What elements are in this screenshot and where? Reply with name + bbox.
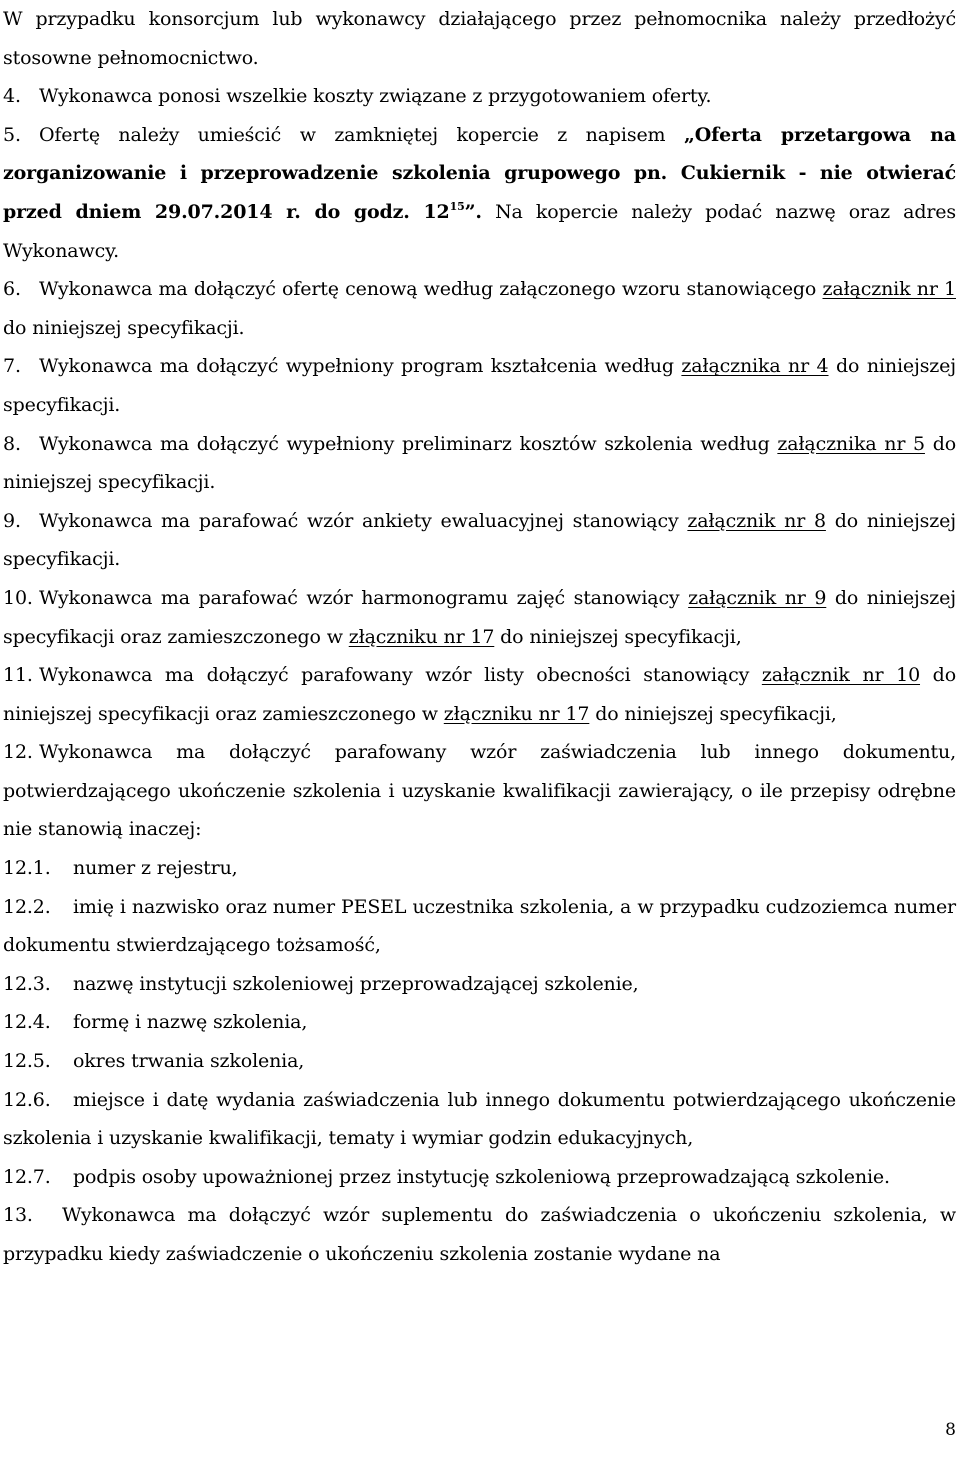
envelope-label: „Oferta przetargowa na zorganizowanie i przeprowadzenie szkolenia grupowego pn. Cukiernik - nie otwierać przed dniem 29.07.2014 r. do godz. $12^{15}$”. [3, 123, 956, 223]
attachment-ref: załącznika nr 4 [681, 355, 829, 378]
list-item-9: 9. Wykonawca ma parafować wzór ankiety ewaluacyjnej stanowiący załącznik nr 8 do niniejszej specyfikacji. [3, 502, 956, 579]
list-item-8: 8. Wykonawca ma dołączyć wypełniony preliminarz kosztów szkolenia według załącznika nr 5 do niniejszej specyfikacji. [3, 425, 956, 502]
sub-item-12-4: 12.4. formę i nazwę szkolenia, [3, 1003, 956, 1042]
attachment-ref: załącznik nr 1 [822, 278, 956, 301]
sub-item-12-7: 12.7. podpis osoby upoważnionej przez instytucję szkoleniową przeprowadzającą szkolenie. [3, 1158, 956, 1197]
list-item-13: 13. Wykonawca ma dołączyć wzór suplementu do zaświadczenia o ukończeniu szkolenia, w przypadku kiedy zaświadczenie o ukończeniu szkolenia zostanie wydane na [3, 1196, 956, 1273]
item-number: 12.6. [3, 1088, 51, 1111]
superscript-minutes: 15 [449, 199, 465, 213]
sub-item-12-2: 12.2. imię i nazwisko oraz numer PESEL uczestnika szkolenia, a w przypadku cudzoziemca numer dokumentu stwierdzającego tożsamość, [3, 888, 956, 965]
attachment-ref: złączniku nr 17 [443, 702, 590, 725]
item-number: 10. [3, 586, 33, 609]
list-item-12: 12. Wykonawca ma dołączyć parafowany wzór zaświadczenia lub innego dokumentu, potwierdzającego ukończenie szkolenia i uzyskanie kwalifikacji zawierający, o ile przepisy odrębne nie stanowią inaczej: [3, 733, 956, 849]
sub-item-12-1: 12.1. numer z rejestru, [3, 849, 956, 888]
attachment-ref: załącznika nr 5 [777, 432, 925, 455]
paragraph-consortium: W przypadku konsorcjum lub wykonawcy działającego przez pełnomocnika należy przedłożyć stosowne pełnomocnictwo. [3, 8, 956, 69]
list-item-4: 4. Wykonawca ponosi wszelkie koszty związane z przygotowaniem oferty. [3, 77, 956, 116]
item-number: 8. [3, 432, 21, 455]
item-number: 4. [3, 85, 21, 108]
attachment-ref: załącznik nr 10 [761, 664, 921, 687]
page-number: 8 [945, 1420, 956, 1440]
sub-item-12-6: 12.6. miejsce i datę wydania zaświadczenia lub innego dokumentu potwierdzającego ukończenie szkolenia i uzyskanie kwalifikacji, tematy i wymiar godzin edukacyjnych, [3, 1081, 956, 1158]
item-number: 12.1. [3, 857, 51, 880]
attachment-ref: złączniku nr 17 [348, 625, 495, 648]
item-number: 5. [3, 123, 21, 146]
item-number: 7. [3, 355, 21, 378]
attachment-ref: załącznik nr 9 [688, 586, 827, 609]
item-number: 9. [3, 509, 21, 532]
item-number: 12. [3, 741, 33, 764]
item-number: 13. [3, 1204, 33, 1227]
list-item-6: 6. Wykonawca ma dołączyć ofertę cenową według załączonego wzoru stanowiącego załącznik nr 1 do niniejszej specyfikacji. [3, 270, 956, 347]
list-item-5: 5. Ofertę należy umieścić w zamkniętej kopercie z napisem „Oferta przetargowa na zorganizowanie i przeprowadzenie szkolenia grupowego pn. Cukiernik - nie otwierać przed dniem 29.07.2014 r. do godz. $12^{15}$”. Na kopercie należy podać nazwę oraz adres Wykonawcy. [3, 116, 956, 270]
item-number: 12.3. [3, 972, 51, 995]
list-item-7: 7. Wykonawca ma dołączyć wypełniony program kształcenia według załącznika nr 4 do niniejszej specyfikacji. [3, 347, 956, 424]
item-number: 12.5. [3, 1050, 51, 1073]
list-item-10: 10. Wykonawca ma parafować wzór harmonogramu zajęć stanowiący załącznik nr 9 do niniejszej specyfikacji oraz zamieszczonego w złączniku nr 17 do niniejszej specyfikacji, [3, 579, 956, 656]
sub-item-12-5: 12.5. okres trwania szkolenia, [3, 1042, 956, 1081]
sub-item-12-3: 12.3. nazwę instytucji szkoleniowej przeprowadzającej szkolenie, [3, 965, 956, 1004]
item-number: 12.4. [3, 1011, 51, 1034]
attachment-ref: załącznik nr 8 [687, 509, 826, 532]
item-number: 6. [3, 278, 21, 301]
document-body [3, 0, 956, 1274]
item-number: 11. [3, 664, 33, 687]
item-number: 12.7. [3, 1165, 51, 1188]
list-item-11: 11. Wykonawca ma dołączyć parafowany wzór listy obecności stanowiący załącznik nr 10 do niniejszej specyfikacji oraz zamieszczonego w złączniku nr 17 do niniejszej specyfikacji, [3, 656, 956, 733]
item-number: 12.2. [3, 895, 51, 918]
